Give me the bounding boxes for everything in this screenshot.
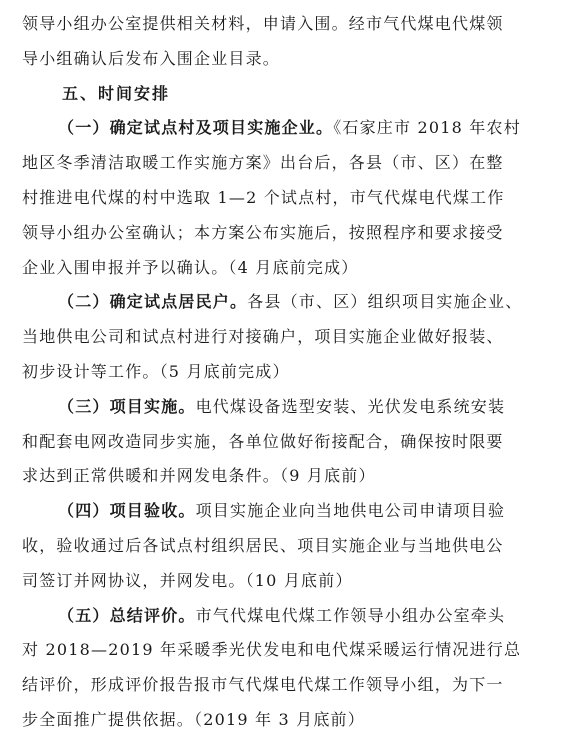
- intro-line-1: 领导小组办公室提供相关材料，申请入围。经市气代煤电代煤领: [22, 14, 504, 33]
- item-5-label: （五）总结评价。: [58, 606, 196, 625]
- item-4-label: （四）项目验收。: [58, 501, 196, 520]
- item-4-first-text: 项目实施企业向当地供电公司申请项目验: [195, 501, 506, 520]
- item-1-first-line: [58, 118, 542, 138]
- item-5-line: 步全面推广提供依据。（2019 年 3 月底前）: [22, 710, 365, 729]
- item-3-line: 求达到正常供暖和并网发电条件。（9 月底前）: [22, 466, 376, 485]
- item-3-first-line: [58, 397, 542, 417]
- item-2-line: 当地供电公司和试点村进行对接确户，项目实施企业做好报装、: [22, 327, 504, 346]
- item-1-line: 村推进电代煤的村中选取 1—2 个试点村，市气代煤电代煤工作: [22, 188, 505, 207]
- item-4-line: 收，验收通过后各试点村组织居民、项目实施企业与当地供电公: [22, 536, 504, 555]
- item-3-line: 和配套电网改造同步实施，各单位做好衔接配合，确保按时限要: [22, 432, 504, 451]
- item-1-first-text: 《石家庄市 2018 年农村: [333, 118, 521, 137]
- item-3-first-text: 电代煤设备选型安装、光伏发电系统安装: [195, 397, 506, 416]
- item-1-line: 领导小组办公室确认；本方案公布实施后，按照程序和要求接受: [22, 223, 504, 242]
- item-5-line: 结评价，形成评价报告报市气代煤电代煤工作领导小组，为下一: [22, 675, 504, 694]
- item-2-first-line: [58, 292, 542, 312]
- item-2-first-text: 各县（市、区）组织项目实施企业、: [247, 292, 523, 311]
- item-5-first-line: [58, 606, 542, 626]
- item-1-label: （一）确定试点村及项目实施企业。: [58, 118, 334, 137]
- item-5-first-text: 市气代煤电代煤工作领导小组办公室牵头: [195, 606, 506, 625]
- item-5-line: 对 2018—2019 年采暖季光伏发电和电代煤采暖运行情况进行总: [22, 640, 522, 659]
- item-2-line: 初步设计等工作。（5 月底前完成）: [22, 362, 290, 381]
- item-4-first-line: [58, 501, 542, 521]
- intro-line-2: 导小组确认后发布入围企业目录。: [22, 49, 281, 68]
- item-3-label: （三）项目实施。: [58, 397, 196, 416]
- item-1-line: 地区冬季清洁取暖工作实施方案》出台后，各县（市、区）在整: [22, 153, 504, 172]
- item-1-line: 企业入围申报并予以确认。（4 月底前完成）: [22, 258, 359, 277]
- item-4-line: 司签订并网协议，并网发电。（10 月底前）: [22, 571, 353, 590]
- item-2-label: （二）确定试点居民户。: [58, 292, 248, 311]
- section-heading: 五、时间安排: [62, 84, 171, 103]
